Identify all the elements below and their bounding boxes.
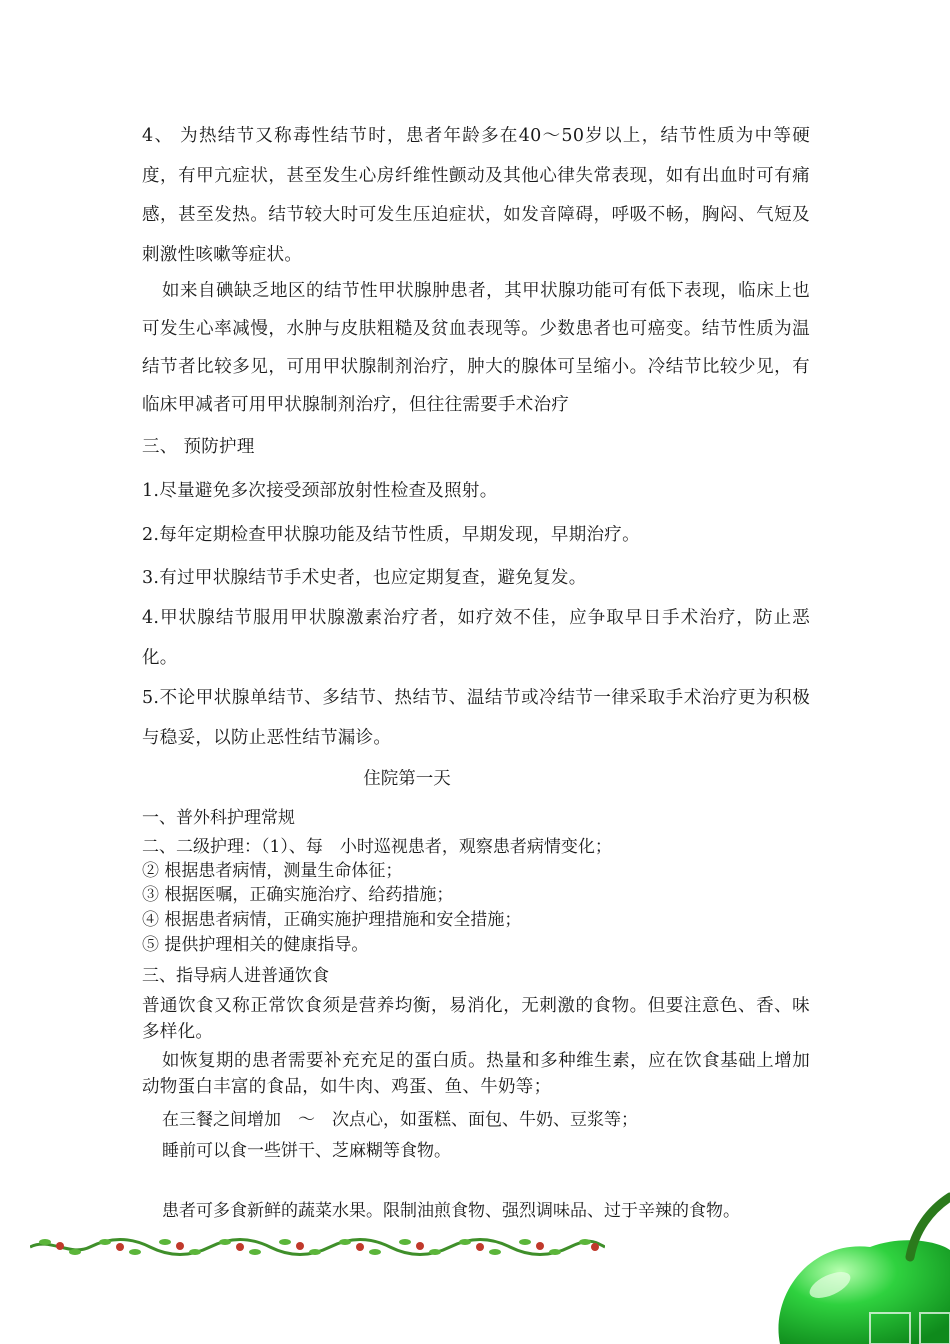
- day1-line-3: ② 根据患者病情，测量生命体征；: [142, 861, 403, 881]
- section-4-block: [142, 117, 810, 275]
- prevention-item-3: [142, 559, 810, 599]
- vegetable-line: 患者可多食新鲜的蔬菜水果。限制油煎食物、强烈调味品、过于辛辣的食物。: [162, 1201, 740, 1221]
- day1-line-5: ④ 根据患者病情，正确实施护理措施和安全措施；: [142, 910, 522, 930]
- green-apple-icon: [770, 1185, 950, 1344]
- iodine-block: [142, 272, 810, 424]
- day1-title: 住院第一天: [363, 769, 451, 789]
- recovery-block: [142, 1048, 810, 1100]
- prevention-item-text: 2.每年定期检查甲状腺功能及结节性质，早期发现，早期治疗。: [142, 525, 640, 545]
- bedtime-line: 睡前可以食一些饼干、芝麻糊等食物。: [162, 1141, 451, 1161]
- day1-line-2: 二、二级护理：（1）、每 小时巡视患者，观察患者病情变化；: [142, 837, 612, 857]
- diet-block: [142, 993, 810, 1045]
- prevention-item-5: [142, 679, 810, 758]
- recovery-paragraph: 如恢复期的患者需要补充充足的蛋白质。热量和多种维生素，应在饮食基础上增加动物蛋白丰富的食品，如牛肉、鸡蛋、鱼、牛奶等；: [142, 1051, 810, 1097]
- prevention-item-text: 5.不论甲状腺单结节、多结节、热结节、温结节或冷结节一律采取手术治疗更为积极与稳妥，以防止恶性结节漏诊。: [142, 688, 810, 748]
- prevention-item-4: [142, 599, 810, 678]
- diet-paragraph: 普通饮食又称正常饮食须是营养均衡，易消化，无刺激的食物。但要注意色、香、味多样化。: [142, 996, 810, 1042]
- iodine-paragraph: 如来自碘缺乏地区的结节性甲状腺肿患者，其甲状腺功能可有低下表现，临床上也可发生心率减慢，水肿与皮肤粗糙及贫血表现等。少数患者也可癌变。结节性质为温结节者比较多见，可用甲状腺制剂治疗，肿大的腺体可呈缩小。冷结节比较少见，有临床甲减者可用甲状腺制剂治疗，但往往需要手术治疗: [142, 281, 810, 415]
- prevention-item-text: 1.尽量避免多次接受颈部放射性检查及照射。: [142, 481, 498, 501]
- day1-line-1: 一、普外科护理常规: [142, 808, 295, 828]
- prevention-heading: 三、 预防护理: [142, 437, 255, 457]
- day1-line-7: 三、指导病人进普通饮食: [142, 966, 329, 986]
- section-4-paragraph: 4、 为热结节又称毒性结节时，患者年龄多在40～50岁以上，结节性质为中等硬度，有甲亢症状，甚至发生心房纤维性颤动及其他心律失常表现，如有出血时可有痛感，甚至发热。结节较大时可发生压迫症状，如发音障碍，呼吸不畅，胸闷、气短及刺激性咳嗽等症状。: [142, 126, 810, 265]
- prevention-block: [142, 428, 810, 468]
- day1-line-4: ③ 根据医嘱，正确实施治疗、给药措施；: [142, 885, 454, 905]
- snack-line: 在三餐之间增加 ～ 次点心，如蛋糕、面包、牛奶、豆浆等；: [162, 1110, 638, 1130]
- prevention-item-1: [142, 472, 810, 512]
- prevention-item-text: 3.有过甲状腺结节手术史者，也应定期复查，避免复发。: [142, 568, 587, 588]
- floral-vine-icon: [30, 1232, 605, 1262]
- prevention-item-2: [142, 516, 810, 556]
- prevention-item-text: 4.甲状腺结节服用甲状腺激素治疗者，如疗效不佳，应争取早日手术治疗，防止恶化。: [142, 608, 810, 668]
- day1-line-6: ⑤ 提供护理相关的健康指导。: [142, 935, 369, 955]
